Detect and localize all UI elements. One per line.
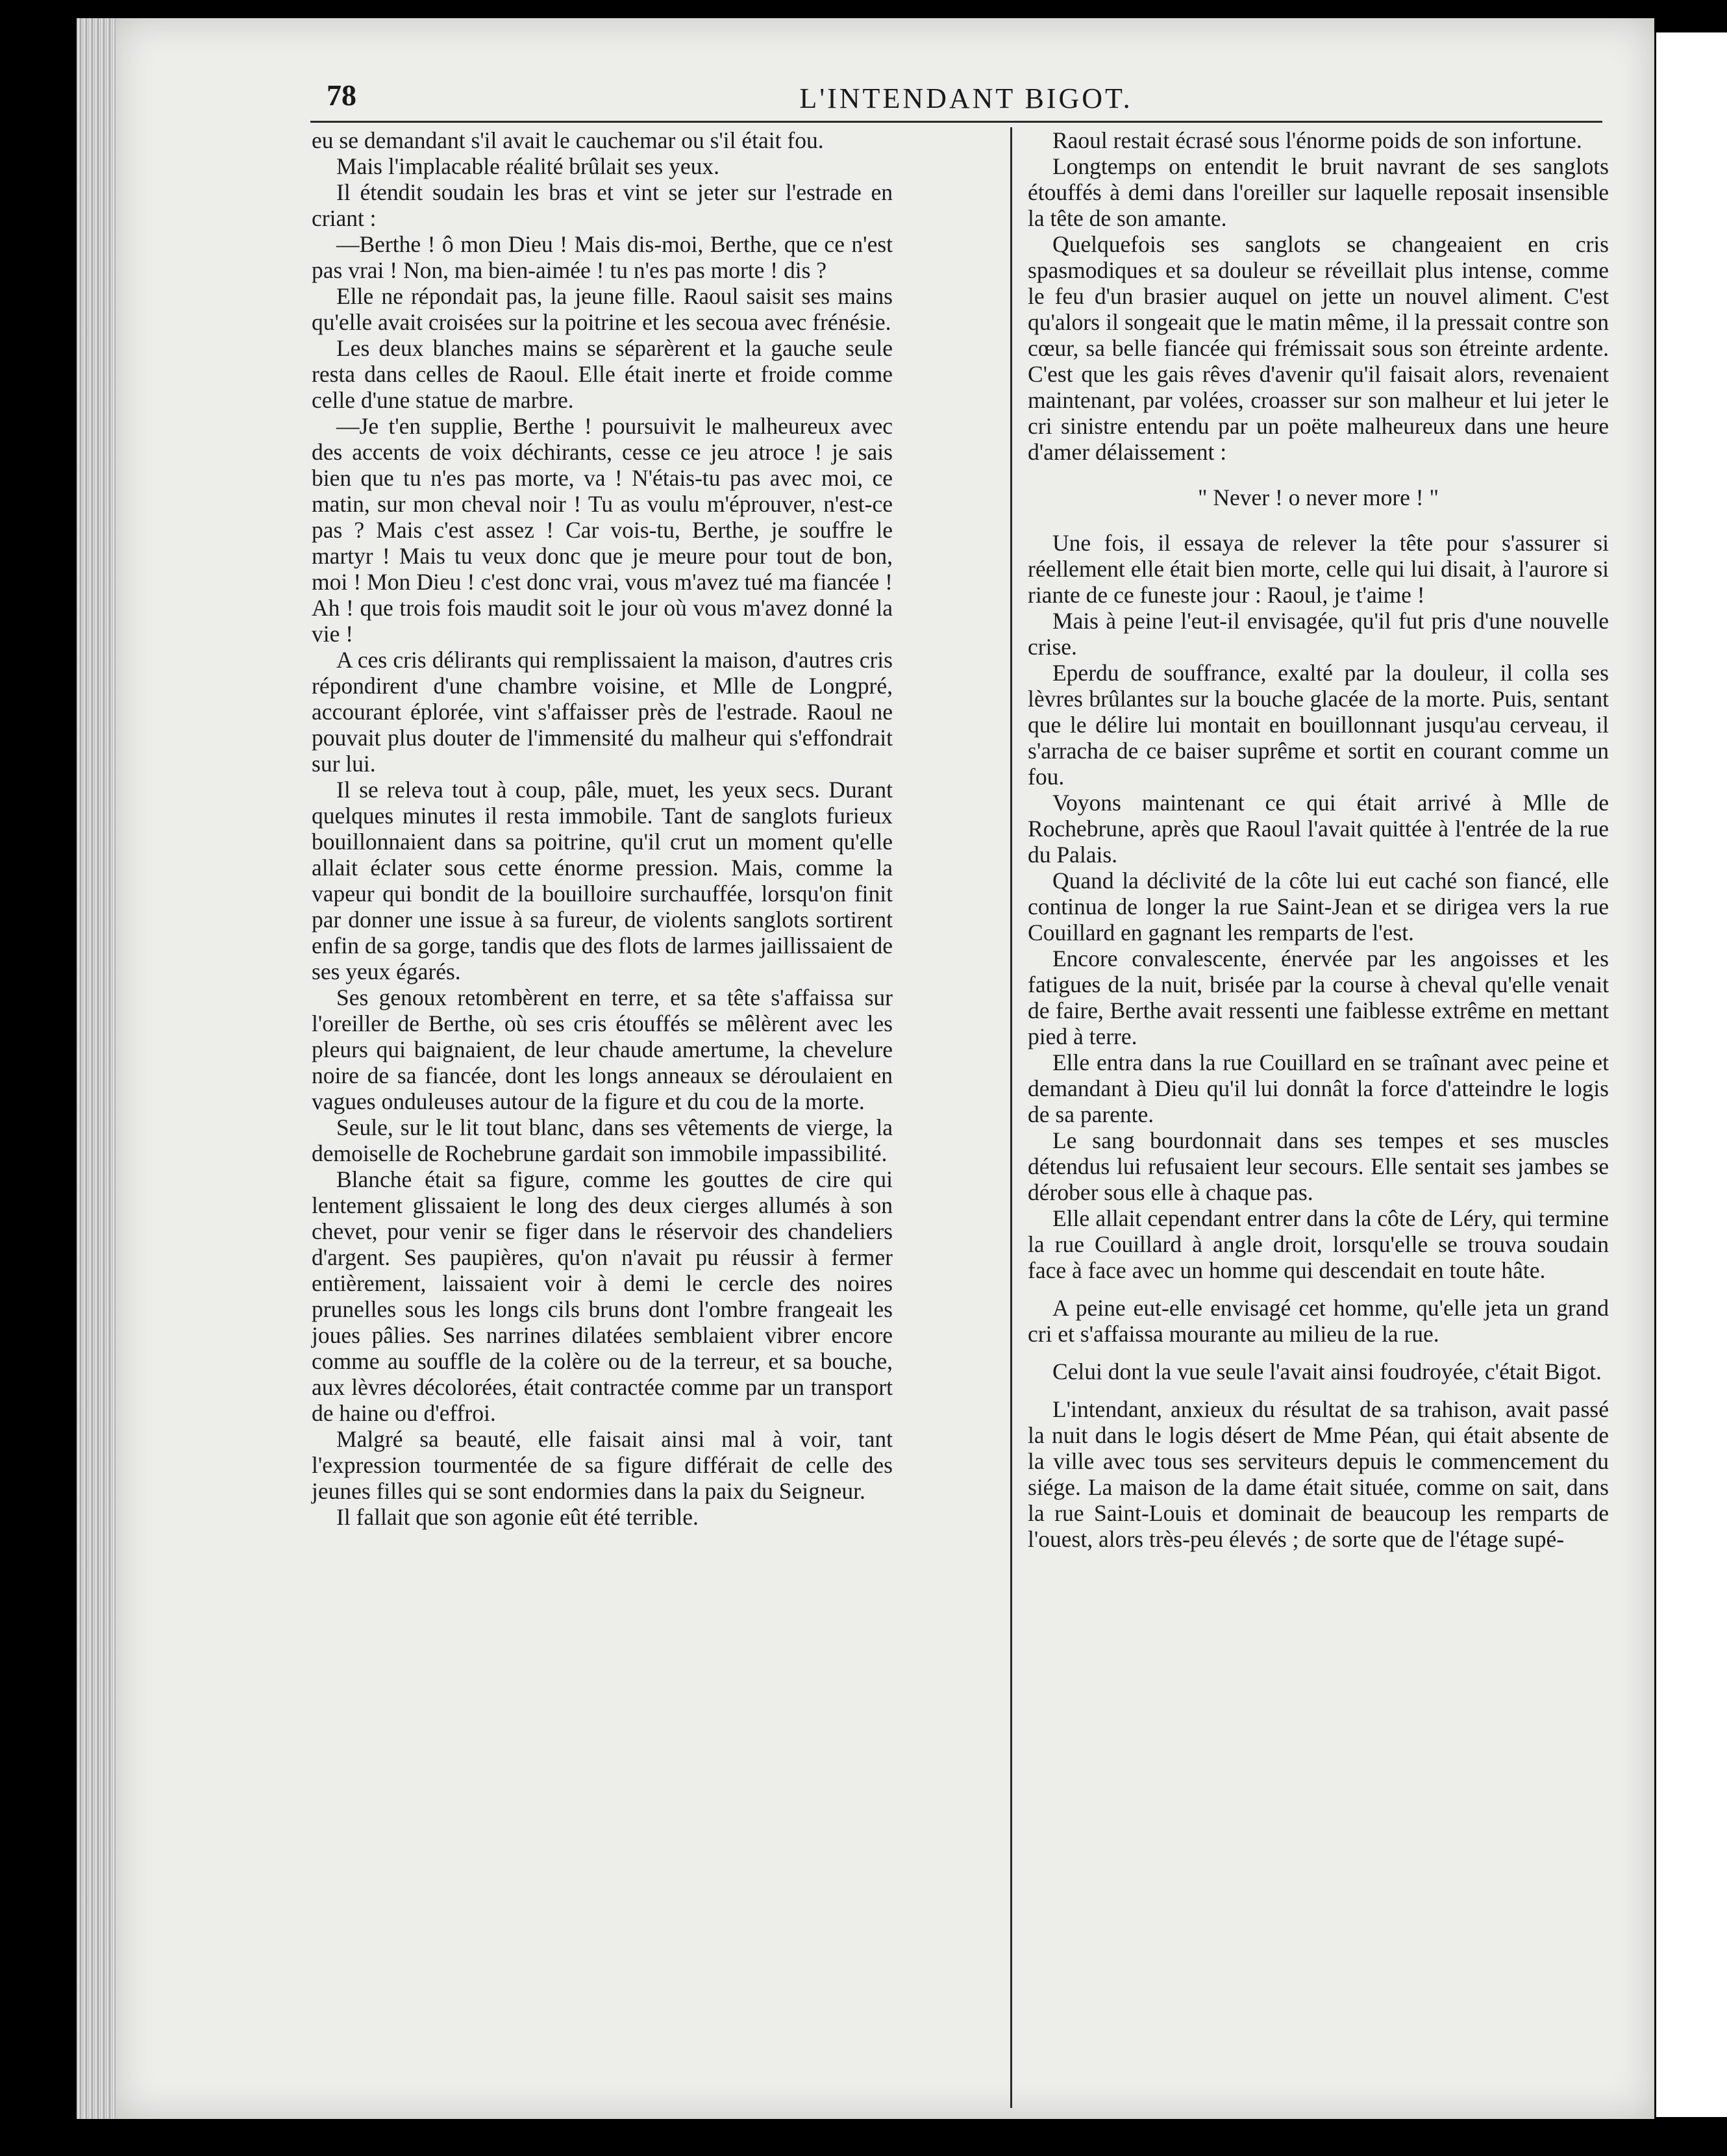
paragraph: L'intendant, anxieux du résultat de sa trahison, avait passé la nuit dans le logis désert de Mme Péan, qui était absente de la ville avec tous ses serviteurs depuis le commencement du siége. La maison de la dame était située, comme on sait, dans la rue Saint-Louis et dominait de beaucoup les remparts de l'ouest, alors très-peu élevés ; de sorte que de l'étage supé-	[1028, 1396, 1609, 1552]
page-header	[116, 18, 1654, 114]
paragraph: Celui dont la vue seule l'avait ainsi foudroyée, c'était Bigot.	[1052, 1359, 1602, 1385]
paragraph: Raoul restait écrasé sous l'énorme poids de son infortune.	[1052, 127, 1582, 153]
paragraph: Mais à peine l'eut-il envisagée, qu'il fut pris d'une nouvelle crise.	[1028, 608, 1609, 660]
paragraph: Voyons maintenant ce qui était arrivé à Mlle de Rochebrune, après que Raoul l'avait quittée à l'entrée de la rue du Palais.	[1028, 790, 1609, 868]
paragraph: Elle ne répondait pas, la jeune fille. Raoul saisit ses mains qu'elle avait croisées sur la poitrine et les secoua avec frénésie.	[312, 283, 893, 335]
paragraph: Seule, sur le lit tout blanc, dans ses vêtements de vierge, la demoiselle de Rochebrune gardait son immobile impassibilité.	[312, 1114, 893, 1166]
left-text-column	[312, 127, 893, 1530]
paragraph: Malgré sa beauté, elle faisait ainsi mal à voir, tant l'expression tourmentée de sa figure différait de celle des jeunes filles qui se sont endormies dans la paix du Seigneur.	[312, 1426, 893, 1504]
header-rule	[310, 121, 1602, 123]
paragraph: Mais l'implacable réalité brûlait ses yeux.	[336, 153, 719, 179]
page-number: 78	[327, 79, 356, 112]
paragraph: —Je t'en supplie, Berthe ! poursuivit le malheureux avec des accents de voix déchirants, cesse ce jeu atroce ! je sais bien que tu n'es pas morte, va ! N'étais-tu pas avec moi, ce matin, sur mon cheval noir ! Tu as voulu m'éprouver, n'est-ce pas ? Mais c'est assez ! Car vois-tu, Berthe, je souffre le martyr ! Mais tu veux donc que je meure pour tout de bon, moi ! Mon Dieu ! c'est donc vrai, vous m'avez tué ma fiancée ! Ah ! que trois fois maudit soit le jour où vous m'avez donné la vie !	[312, 413, 893, 647]
paragraph: Encore convalescente, énervée par les angoisses et les fatigues de la nuit, brisée par la course à cheval qu'elle venait de faire, Berthe avait ressenti une faiblesse extrême en mettant pied à terre.	[1028, 946, 1609, 1049]
paragraph: Elle allait cependant entrer dans la côte de Léry, qui termine la rue Couillard à angle droit, lorsqu'elle se trouva soudain face à face avec un homme qui descendait en toute hâte.	[1028, 1205, 1609, 1283]
right-text-column	[1028, 127, 1609, 1552]
paragraph: A peine eut-elle envisagé cet homme, qu'elle jeta un grand cri et s'affaissa mourante au milieu de la rue.	[1028, 1295, 1609, 1347]
paragraph: eu se demandant s'il avait le cauchemar ou s'il était fou.	[312, 127, 824, 153]
running-title: L'INTENDANT BIGOT.	[799, 82, 1133, 114]
paragraph: Quand la déclivité de la côte lui eut caché son fiancé, elle continua de longer la rue Saint-Jean et se dirigea vers la rue Couillard en gagnant les remparts de l'est.	[1028, 868, 1609, 946]
paragraph: Longtemps on entendit le bruit navrant de ses sanglots étouffés à demi dans l'oreiller sur laquelle reposait insensible la tête de son amante.	[1028, 153, 1609, 231]
paragraph: Les deux blanches mains se séparèrent et la gauche seule resta dans celles de Raoul. Elle était inerte et froide comme celle d'une statue de marbre.	[312, 335, 893, 413]
paragraph: Une fois, il essaya de relever la tête pour s'assurer si réellement elle était bien morte, celle qui lui disait, à l'aurore si riante de ce funeste jour : Raoul, je t'aime !	[1028, 530, 1609, 608]
paragraph: Le sang bourdonnait dans ses tempes et ses muscles détendus lui refusaient leur secours. Elle sentait ses jambes se dérober sous elle à chaque pas.	[1028, 1127, 1609, 1205]
book-page-edges	[77, 18, 116, 2119]
paragraph: Il étendit soudain les bras et vint se jeter sur l'estrade en criant :	[312, 179, 893, 231]
paragraph: Ses genoux retombèrent en terre, et sa tête s'affaissa sur l'oreiller de Berthe, où ses cris étouffés se mêlèrent avec les pleurs qui baignaient, de leur chaude amertume, la chevelure noire de sa fiancée, dont les longs anneaux se déroulaient en vagues onduleuses autour de la figure et du cou de la morte.	[312, 984, 893, 1114]
paragraph: Quelquefois ses sanglots se changeaient en cris spasmodiques et sa douleur se réveillait plus intense, comme le feu d'un brasier auquel on jette un nouvel aliment. C'est qu'alors il songeait que le matin même, il la pressait contre son cœur, sa belle fiancée qui frémissait sous son étreinte ardente. C'est que les gais rêves d'avenir qu'il faisait alors, revenaient maintenant, par volées, croasser sur son malheur et lui jeter le cri sinistre entendu par un poëte malheureux dans une heure d'amer délaissement :	[1028, 231, 1609, 465]
paragraph: A ces cris délirants qui remplissaient la maison, d'autres cris répondirent d'une chambre voisine, et Mlle de Longpré, accourant éplorée, vint s'affaisser près de l'estrade. Raoul ne pouvait plus douter de l'immensité du malheur qui s'effondrait sur lui.	[312, 647, 893, 777]
column-divider	[1010, 127, 1012, 2108]
paragraph: Elle entra dans la rue Couillard en se traînant avec peine et demandant à Dieu qu'il lui donnât la force d'atteindre le logis de sa parente.	[1028, 1049, 1609, 1127]
quote-line: " Never ! o never more ! "	[1198, 484, 1439, 510]
paragraph: Blanche était sa figure, comme les gouttes de cire qui lentement glissaient le long des deux cierges allumés à son chevet, pour venir se figer dans le réservoir des chandeliers d'argent. Ses paupières, qu'on n'avait pu réussir à fermer entièrement, laissaient voir à demi le cercle des noires prunelles sous les longs cils bruns dont l'ombre frangeait les joues pâlies. Ses narrines dilatées semblaient vibrer encore comme au souffle de la colère ou de la terreur, et sa bouche, aux lèvres décolorées, était contractée comme par un transport de haine ou d'effroi.	[312, 1166, 893, 1426]
paragraph: —Berthe ! ô mon Dieu ! Mais dis-moi, Berthe, que ce n'est pas vrai ! Non, ma bien-aimée ! tu n'es pas morte ! dis ?	[312, 231, 893, 283]
paragraph: Il se releva tout à coup, pâle, muet, les yeux secs. Durant quelques minutes il resta immobile. Tant de sanglots furieux bouillonnaient dans sa poitrine, qu'il crut un moment qu'elle allait éclater sous cette énorme pression. Mais, comme la vapeur qui bondit de la bouilloire surchauffée, lorsqu'on finit par donner une issue à sa fureur, de violents sanglots sortirent enfin de sa gorge, tandis que des flots de larmes jaillissaient de ses yeux égarés.	[312, 777, 893, 984]
paragraph: Eperdu de souffrance, exalté par la douleur, il colla ses lèvres brûlantes sur la bouche glacée de la morte. Puis, sentant que le délire lui montait en bouillonnant jusqu'au cerveau, il s'arracha de ce baiser suprême et sortit en courant comme un fou.	[1028, 660, 1609, 790]
book-page	[116, 18, 1654, 2119]
facing-page-edge	[1652, 32, 1727, 2117]
paragraph: Il fallait que son agonie eût été terrible.	[336, 1504, 699, 1530]
